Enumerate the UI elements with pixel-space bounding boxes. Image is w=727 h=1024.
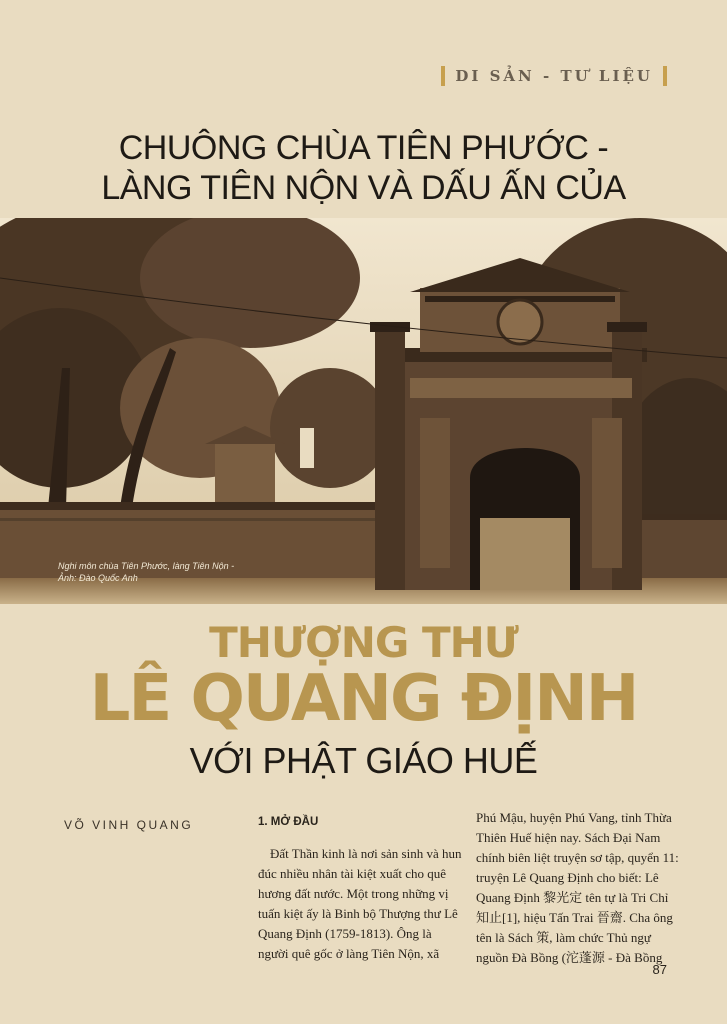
col2-line: Thiên Huế hiện nay. Sách Đại Nam bbox=[476, 830, 661, 845]
col1-line: đúc nhiều nhân tài kiệt xuất cho quê bbox=[258, 866, 447, 881]
tag-bar-left bbox=[441, 66, 445, 86]
title-line-2: LÊ QUANG ĐỊNH bbox=[89, 662, 638, 736]
col2-line: 知止[1], hiệu Tấn Trai 晉齋. Cha ông bbox=[476, 910, 673, 925]
article-heading: 1. MỞ ĐẦU bbox=[258, 816, 319, 828]
title-line-3: VỚI PHẬT GIÁO HUẾ bbox=[189, 740, 538, 781]
section-tag-label: DI SẢN - TƯ LIỆU bbox=[455, 67, 653, 85]
col2-line: Quang Định 黎光定 tên tự là Tri Chỉ bbox=[476, 890, 669, 905]
author-name: VÕ VINH QUANG bbox=[64, 818, 194, 832]
headline-line-2: LÀNG TIÊN NỘN VÀ DẤU ẤN CỦA bbox=[101, 169, 626, 207]
gate-photo-image bbox=[0, 218, 727, 604]
headline bbox=[0, 128, 727, 208]
photo-caption-line-2: Ảnh: Đào Quốc Anh bbox=[58, 573, 138, 583]
col2-line: truyện Lê Quang Định cho biết: Lê bbox=[476, 870, 659, 885]
photo-caption bbox=[58, 560, 278, 584]
title-line-1: THƯỢNG THƯ bbox=[209, 618, 518, 667]
gate-photo bbox=[0, 218, 727, 604]
col2-line: tên là Sách 策, làm chức Thủ ngự bbox=[476, 930, 651, 945]
tag-bar-right bbox=[663, 66, 667, 86]
col1-line: người quê gốc ở làng Tiên Nộn, xã bbox=[258, 946, 440, 961]
col1-line: hương đất nước. Một trong những vị bbox=[258, 886, 449, 901]
col2-line: Phú Mậu, huyện Phú Vang, tỉnh Thừa bbox=[476, 810, 672, 825]
headline-line-1: CHUÔNG CHÙA TIÊN PHƯỚC - bbox=[118, 129, 609, 167]
col1-line: tuấn kiệt ấy là Binh bộ Thượng thư Lê bbox=[258, 906, 458, 921]
col2-line: nguồn Đà Bồng (沱蓬源 - Đà Bồng bbox=[476, 950, 663, 965]
article-column-2 bbox=[476, 808, 679, 968]
article-column-1 bbox=[258, 812, 460, 964]
col1-line: Quang Định (1759-1813). Ông là bbox=[258, 926, 432, 941]
col2-line: chính biên liệt truyện sơ tập, quyển 11: bbox=[476, 850, 679, 865]
photo-caption-line-1: Nghi môn chùa Tiên Phước, làng Tiên Nộn - bbox=[58, 561, 235, 571]
col1-line: Đất Thần kinh là nơi sản sinh và hun bbox=[270, 846, 462, 861]
section-tag bbox=[441, 66, 667, 86]
page-number: 87 bbox=[652, 962, 667, 977]
